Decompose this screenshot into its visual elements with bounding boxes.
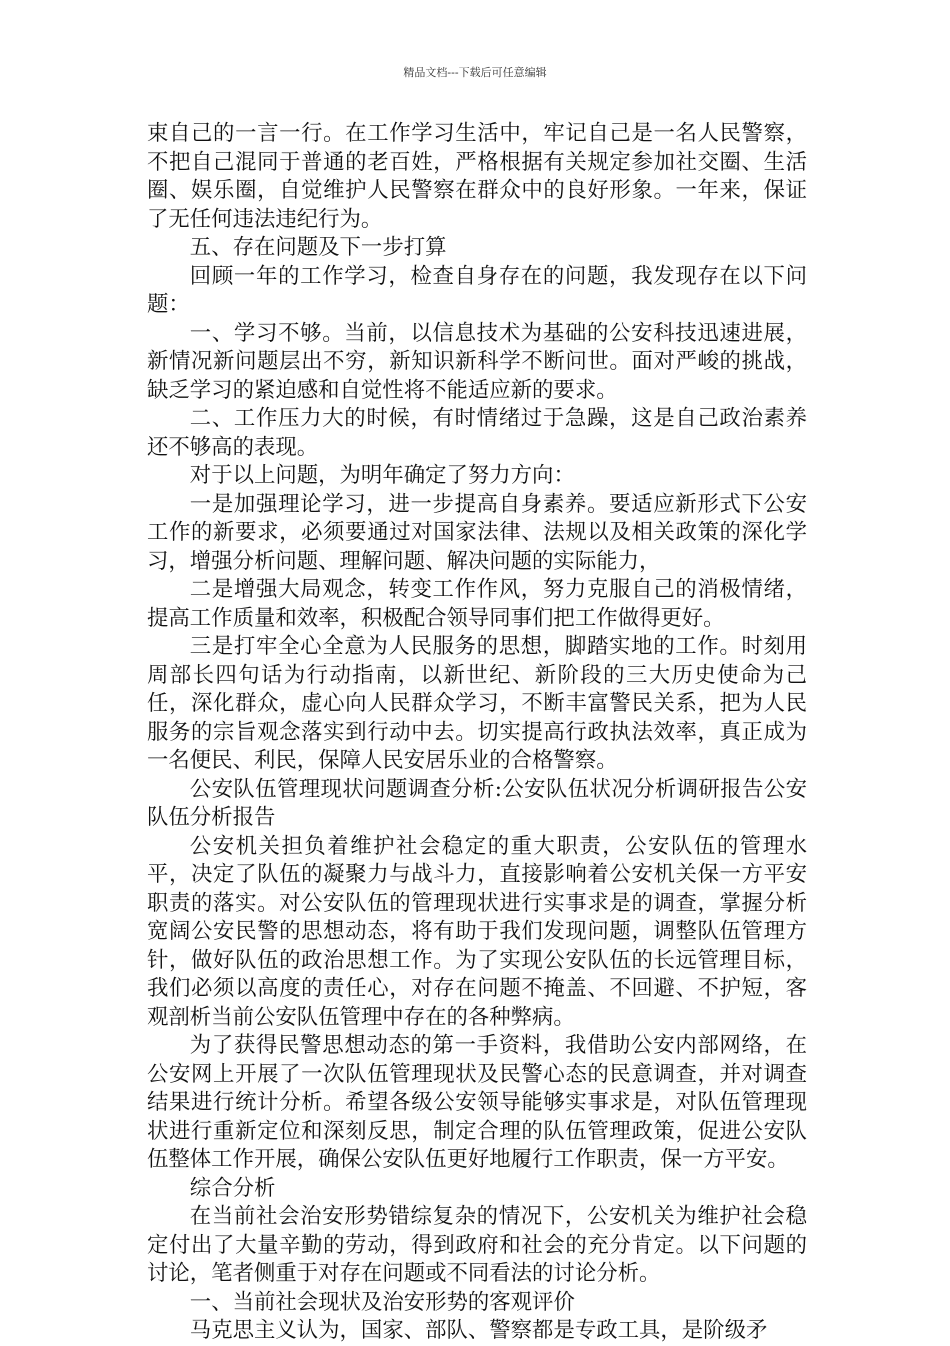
paragraph: 一、学习不够。当前，以信息技术为基础的公安科技迅速进展，新情况新问题层出不穷，新知识新科学不断问世。面对严峻的挑战，缺乏学习的紧迫感和自觉性将不能适应新的要求。 [147, 320, 807, 403]
paragraph: 公安机关担负着维护社会稳定的重大职责，公安队伍的管理水平，决定了队伍的凝聚力与战斗力，直接影响着公安机关保一方平安职责的落实。对公安队伍的管理现状进行实事求是的调查，掌握分析宽阔公安民警的思想动态，将有助于我们发现问题，调整队伍管理方针，做好队伍的政治思想工作。为了实现公安队伍的长远管理目标，我们必须以高度的责任心，对存在问题不掩盖、不回避、不护短，客观剖析当前公安队伍管理中存在的各种弊病。 [147, 833, 807, 1030]
paragraph: 束自己的一言一行。在工作学习生活中，牢记自己是一名人民警察，不把自己混同于普通的老百姓，严格根据有关规定参加社交圈、生活圈、娱乐圈，自觉维护人民警察在群众中的良好形象。一年来，保证了无任何违法违纪行为。 [147, 121, 807, 232]
document-body [147, 120, 807, 1346]
paragraph: 在当前社会治安形势错综复杂的情况下，公安机关为维护社会稳定付出了大量辛勤的劳动，得到政府和社会的充分肯定。以下问题的讨论，笔者侧重于对存在问题或不同看法的讨论分析。 [147, 1204, 807, 1286]
section-heading: 五、存在问题及下一步打算 [189, 235, 447, 260]
paragraph: 一是加强理论学习，进一步提高自身素养。要适应新形式下公安工作的新要求，必须要通过对国家法律、法规以及相关政策的深化学习，增强分析问题、理解问题、解决问题的实际能力， [147, 491, 807, 574]
paragraph: 二是增强大局观念，转变工作作风，努力克服自己的消极情绪，提高工作质量和效率，积极配合领导同事们把工作做得更好。 [147, 577, 807, 631]
paragraph: 三是打牢全心全意为人民服务的思想，脚踏实地的工作。时刻用周部长四句话为行动指南，以新世纪、新阶段的三大历史使命为己任，深化群众，虚心向人民群众学习，不断丰富警民关系，把为人民服务的宗旨观念落实到行动中去。切实提高行政执法效率，真正成为一名便民、利民，保障人民安居乐业的合格警察。 [147, 634, 807, 773]
paragraph: 二、工作压力大的时候，有时情绪过于急躁，这是自己政治素养还不够高的表现。 [147, 406, 807, 460]
section-heading: 综合分析 [189, 1175, 276, 1201]
paragraph: 为了获得民警思想动态的第一手资料，我借助公安内部网络，在公安网上开展了一次队伍管理现状及民警心态的民意调查，并对调查结果进行统计分析。希望各级公安领导能够实事求是，对队伍管理现状进行重新定位和深刻反思，制定合理的队伍管理政策，促进公安队伍整体工作开展，确保公安队伍更好地履行工作职责，保一方平安。 [147, 1033, 807, 1172]
report-title: 公安队伍管理现状问题调查分析:公安队伍状况分析调研报告公安队伍分析报告 [147, 776, 807, 830]
page-header: 精品文档---下载后可任意编辑 [403, 66, 547, 79]
paragraph: 对于以上问题，为明年确定了努力方向： [189, 463, 575, 488]
section-heading: 一、当前社会现状及治安形势的客观评价 [189, 1289, 575, 1315]
paragraph: 马克思主义认为，国家、部队、警察都是专政工具，是阶级矛 [189, 1318, 768, 1343]
paragraph: 回顾一年的工作学习，检查自身存在的问题，我发现存在以下问题： [147, 263, 807, 317]
